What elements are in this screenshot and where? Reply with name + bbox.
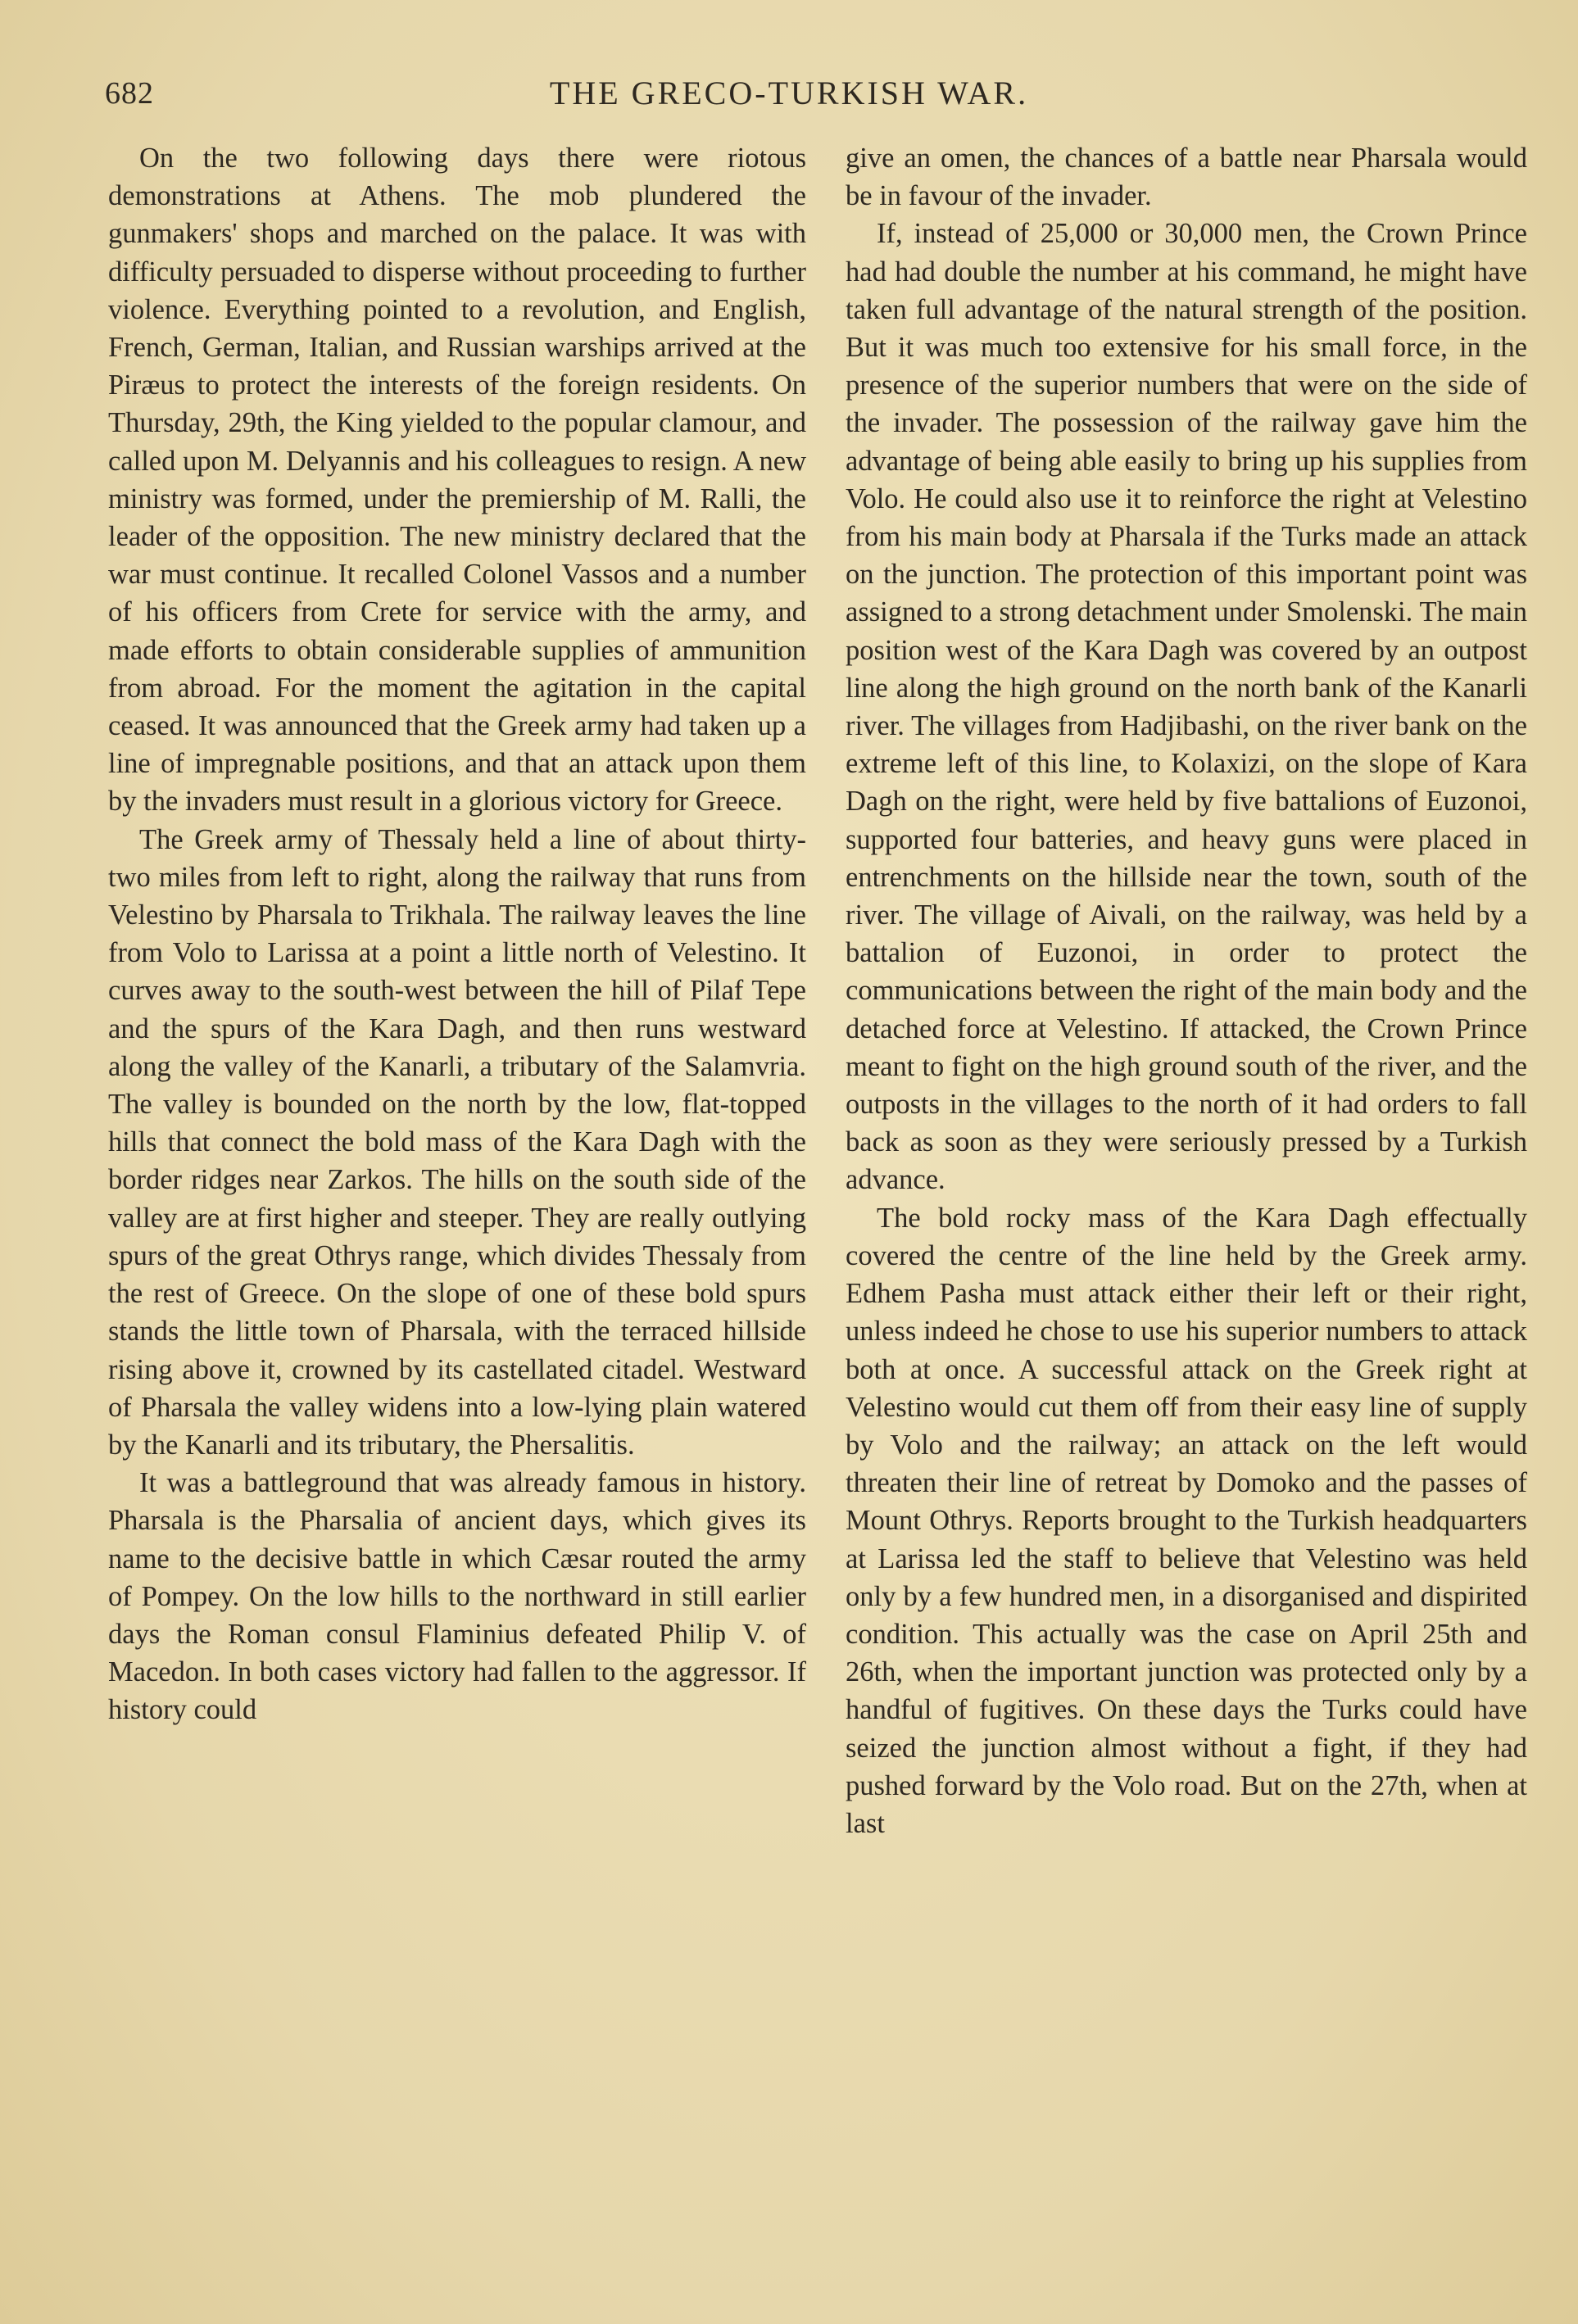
right-column — [846, 139, 1527, 1842]
paragraph: If, instead of 25,000 or 30,000 men, the Crown Prince had had double the number at his command, he might have taken full advantage of the natural strength of the position. But it was much too extensive for his small force, in the presence of the superior numbers that were on the side of the invader. The possession of the railway gave him the advantage of being able easily to bring up his supplies from Volo. He could also use it to reinforce the right at Velestino from his main body at Pharsala if the Turks made an attack on the junction. The protection of this important point was assigned to a strong detachment under Smolenski. The main position west of the Kara Dagh was covered by an outpost line along the high ground on the north bank of the Kanarli river. The villages from Hadjibashi, on the river bank on the extreme left of this line, to Kolaxizi, on the slope of Kara Dagh on the right, were held by five battalions of Euzonoi, supported four batteries, and heavy guns were placed in entrenchments on the hillside near the town, south of the river. The village of Aivali, on the railway, was held by a battalion of Euzonoi, in order to protect the communications between the right of the main body and the detached force at Velestino. If attacked, the Crown Prince meant to fight on the high ground south of the river, and the outposts in the villages to the north of it had orders to fall back as soon as they were seriously pressed by a Turkish advance. — [846, 218, 1527, 1196]
paragraph: It was a battleground that was already famous in history. Pharsala is the Pharsalia of ancient days, which gives its name to the decisive battle in which Cæsar routed the army of Pompey. On the low hills to the northward in still earlier days the Roman consul Flaminius defeated Philip V. of Macedon. In both cases victory had fallen to the aggressor. If history could — [108, 1467, 806, 1726]
left-column — [108, 139, 806, 1729]
paragraph: The bold rocky mass of the Kara Dagh effectually covered the centre of the line held by the Greek army. Edhem Pasha must attack either their left or their right, unless indeed he chose to use his superior numbers to attack both at once. A successful attack on the Greek right at Velestino would cut them off from their easy line of supply by Volo and the railway; an attack on the left would threaten their line of retreat by Domoko and the passes of Mount Othrys. Reports brought to the Turkish headquarters at Larissa led the staff to believe that Velestino was held only by a few hundred men, in a disorganised and dispirited condition. This actually was the case on April 25th and 26th, when the important junction was protected only by a handful of fugitives. On these days the Turks could have seized the junction almost without a fight, if they had pushed forward by the Volo road. But on the 27th, when at last — [846, 1202, 1527, 1839]
paragraph: The Greek army of Thessaly held a line of about thirty-two miles from left to right, along the railway that runs from Velestino by Pharsala to Trikhala. The railway leaves the line from Volo to Larissa at a point a little north of Velestino. It curves away to the south-west between the hill of Pilaf Tepe and the spurs of the Kara Dagh, and then runs westward along the valley of the Kanarli, a tributary of the Salamvria. The valley is bounded on the north by the low, flat-topped hills that connect the bold mass of the Kara Dagh with the border ridges near Zarkos. The hills on the south side of the valley are at first higher and steeper. They are really outlying spurs of the great Othrys range, which divides Thessaly from the rest of Greece. On the slope of one of these bold spurs stands the little town of Pharsala, with the terraced hillside rising above it, crowned by its castellated citadel. Westward of Pharsala the valley widens into a low-lying plain watered by the Kanarli and its tributary, the Phersalitis. — [108, 823, 806, 1461]
running-head: THE GRECO-TURKISH WAR. — [549, 75, 1029, 111]
page-number: 682 — [105, 76, 154, 111]
paragraph: give an omen, the chances of a battle near Pharsala would be in favour of the invader. — [846, 143, 1527, 212]
paragraph: On the two following days there were riotous demonstrations at Athens. The mob plundered the gunmakers' shops and marched on the palace. It was with difficulty persuaded to disperse without proceeding to further violence. Everything pointed to a revolution, and English, French, German, Italian, and Russian warships arrived at the Piræus to protect the interests of the foreign residents. On Thursday, 29th, the King yielded to the popular clamour, and called upon M. Delyannis and his colleagues to resign. A new ministry was formed, under the premiership of M. Ralli, the leader of the opposition. The new ministry declared that the war must continue. It recalled Colonel Vassos and a number of his officers from Crete for service with the army, and made efforts to obtain considerable supplies of ammunition from abroad. For the moment the agitation in the capital ceased. It was announced that the Greek army had taken up a line of impregnable positions, and that an attack upon them by the invaders must result in a glorious victory for Greece. — [108, 143, 806, 818]
